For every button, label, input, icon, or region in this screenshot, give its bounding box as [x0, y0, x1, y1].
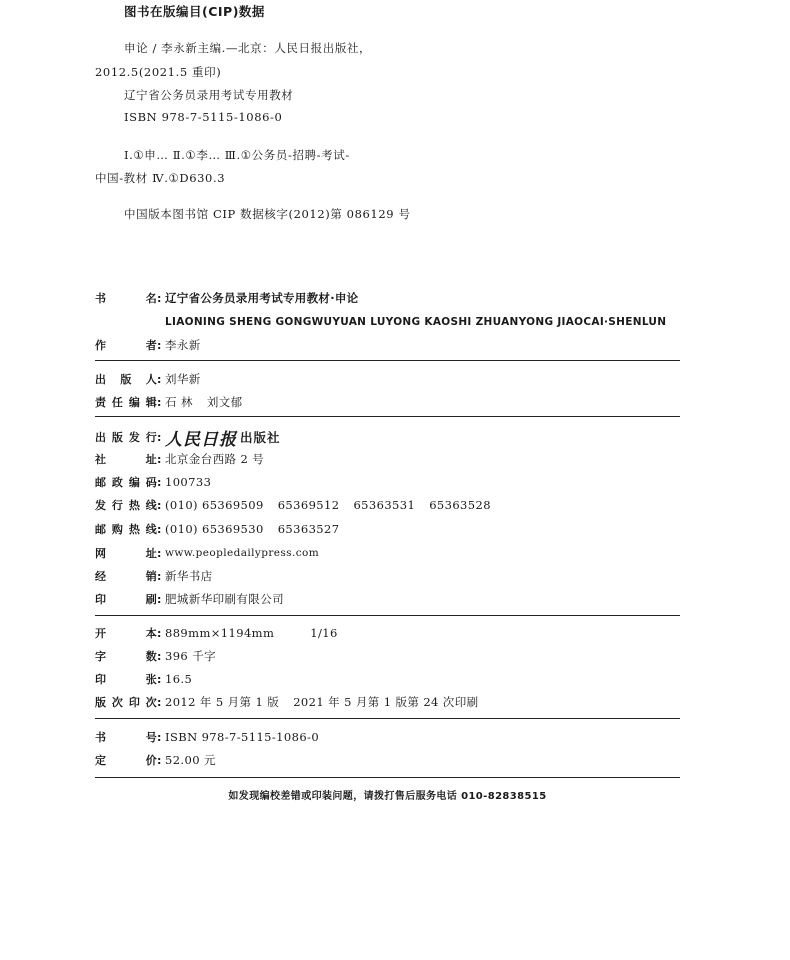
- cip-record-number: 中国版本图书馆 CIP 数据核字(2012)第 086129 号: [124, 207, 411, 221]
- divider: [95, 718, 680, 719]
- field-label: 邮政编码: [95, 476, 157, 489]
- cip-classification: Ⅰ.①申… Ⅱ.①李… Ⅲ.①公务员-招聘-考试-: [124, 148, 350, 162]
- author-name: 李永新: [165, 338, 201, 352]
- edition: 2012 年 5 月第 1 版: [165, 695, 280, 709]
- field-label: 书名: [95, 292, 157, 305]
- divider: [95, 416, 680, 417]
- divider: [95, 360, 680, 361]
- book-title: 辽宁省公务员录用考试专用教材·申论: [165, 291, 359, 305]
- printing: 2021 年 5 月第 1 版第 24 次印刷: [293, 695, 479, 709]
- book-title-pinyin-row: [165, 313, 666, 331]
- seller: 新华书店: [165, 569, 213, 583]
- hotline-row: 发行热线 : (010) 65369509 65369512 65363531 65363528: [95, 498, 491, 512]
- after-sales-notice: 如发现编校差错或印装问题，请拨打售后服务电话 010-82838515: [228, 791, 547, 802]
- seller-row: 经销 : 新华书店: [95, 569, 213, 583]
- field-label: 出版人: [95, 373, 157, 386]
- format-row: 开本 : 889mm×1194mm 1/16: [95, 626, 338, 640]
- field-label: 印刷: [95, 593, 157, 606]
- field-label: 责任编辑: [95, 396, 157, 409]
- publisher-person: 刘华新: [165, 372, 201, 386]
- cip-line: 辽宁省公务员录用考试专用教材: [124, 88, 294, 102]
- publisher-logo: 人民日报: [165, 429, 237, 450]
- price-row: 定价 : 52.00 元: [95, 753, 216, 767]
- mail-order-row: 邮购热线 : (010) 65369530 65363527: [95, 522, 340, 536]
- divider: [95, 777, 680, 778]
- website-row: 网址 : www.peopledailypress.com: [95, 546, 320, 560]
- publisher-person-row: 出版人 : 刘华新: [95, 372, 201, 386]
- address-row: 社址 : 北京金台西路 2 号: [95, 452, 265, 466]
- phone-number: 65363528: [429, 498, 491, 512]
- field-label: 发行热线: [95, 499, 157, 512]
- editor-row: 责任编辑 : 石 林 刘文郁: [95, 395, 243, 409]
- cip-line: 2012.5(2021.5 重印): [95, 65, 222, 79]
- field-label: 版次印次: [95, 696, 157, 709]
- divider: [95, 615, 680, 616]
- field-label: 开本: [95, 627, 157, 640]
- edition-row: 版次印次 : 2012 年 5 月第 1 版 2021 年 5 月第 1 版第 24 次印刷: [95, 695, 479, 709]
- book-format-fraction: 1/16: [310, 626, 338, 640]
- isbn: ISBN 978-7-5115-1086-0: [165, 730, 320, 744]
- postcode: 100733: [165, 475, 212, 489]
- issuer-row: 出版发行 : 人民日报 出版社: [95, 426, 281, 448]
- book-title-pinyin: LIAONING SHENG GONGWUYUAN LUYONG KAOSHI ZHUANYONG JIAOCAI·SHENLUN: [165, 316, 667, 328]
- cip-classification: 中国-教材 Ⅳ.①D630.3: [95, 171, 226, 185]
- phone-number: (010) 65369530: [165, 522, 264, 536]
- book-title-row: 书名 : 辽宁省公务员录用考试专用教材·申论: [95, 291, 359, 305]
- price: 52.00 元: [165, 753, 216, 767]
- editor-name: 刘文郁: [206, 395, 243, 409]
- book-format: 889mm×1194mm: [165, 626, 275, 640]
- word-count: 396 千字: [165, 649, 217, 663]
- website-url: www.peopledailypress.com: [165, 547, 320, 559]
- sheets-row: 印张 : 16.5: [95, 672, 193, 686]
- cip-heading: 图书在版编目(CIP)数据: [124, 4, 265, 19]
- field-label: 出版发行: [95, 431, 157, 444]
- field-label: 作者: [95, 339, 157, 352]
- phone-number: 65369512: [277, 498, 340, 512]
- address: 北京金台西路 2 号: [165, 452, 265, 466]
- field-label: 定价: [95, 754, 157, 767]
- author-row: 作者 : 李永新: [95, 338, 201, 352]
- field-label: 邮购热线: [95, 523, 157, 536]
- printed-sheets: 16.5: [165, 672, 193, 686]
- postcode-row: 邮政编码 : 100733: [95, 475, 212, 489]
- cip-line: 申论 / 李永新主编.—北京：人民日报出版社，: [124, 41, 372, 55]
- field-label: 社址: [95, 453, 157, 466]
- editor-name: 石 林: [165, 395, 193, 409]
- phone-number: 65363531: [353, 498, 416, 512]
- publisher-name: 出版社: [240, 430, 281, 445]
- field-label: 网址: [95, 547, 157, 560]
- field-label: 印张: [95, 673, 157, 686]
- phone-number: (010) 65369509: [165, 498, 264, 512]
- printer-row: 印刷 : 肥城新华印刷有限公司: [95, 592, 284, 606]
- word-count-row: 字数 : 396 千字: [95, 649, 217, 663]
- cip-isbn: ISBN 978-7-5115-1086-0: [124, 110, 283, 124]
- field-label: 书号: [95, 731, 157, 744]
- field-label: 经销: [95, 570, 157, 583]
- field-label: 字数: [95, 650, 157, 663]
- printer: 肥城新华印刷有限公司: [165, 592, 284, 606]
- phone-number: 65363527: [277, 522, 340, 536]
- isbn-row: 书号 : ISBN 978-7-5115-1086-0: [95, 730, 320, 744]
